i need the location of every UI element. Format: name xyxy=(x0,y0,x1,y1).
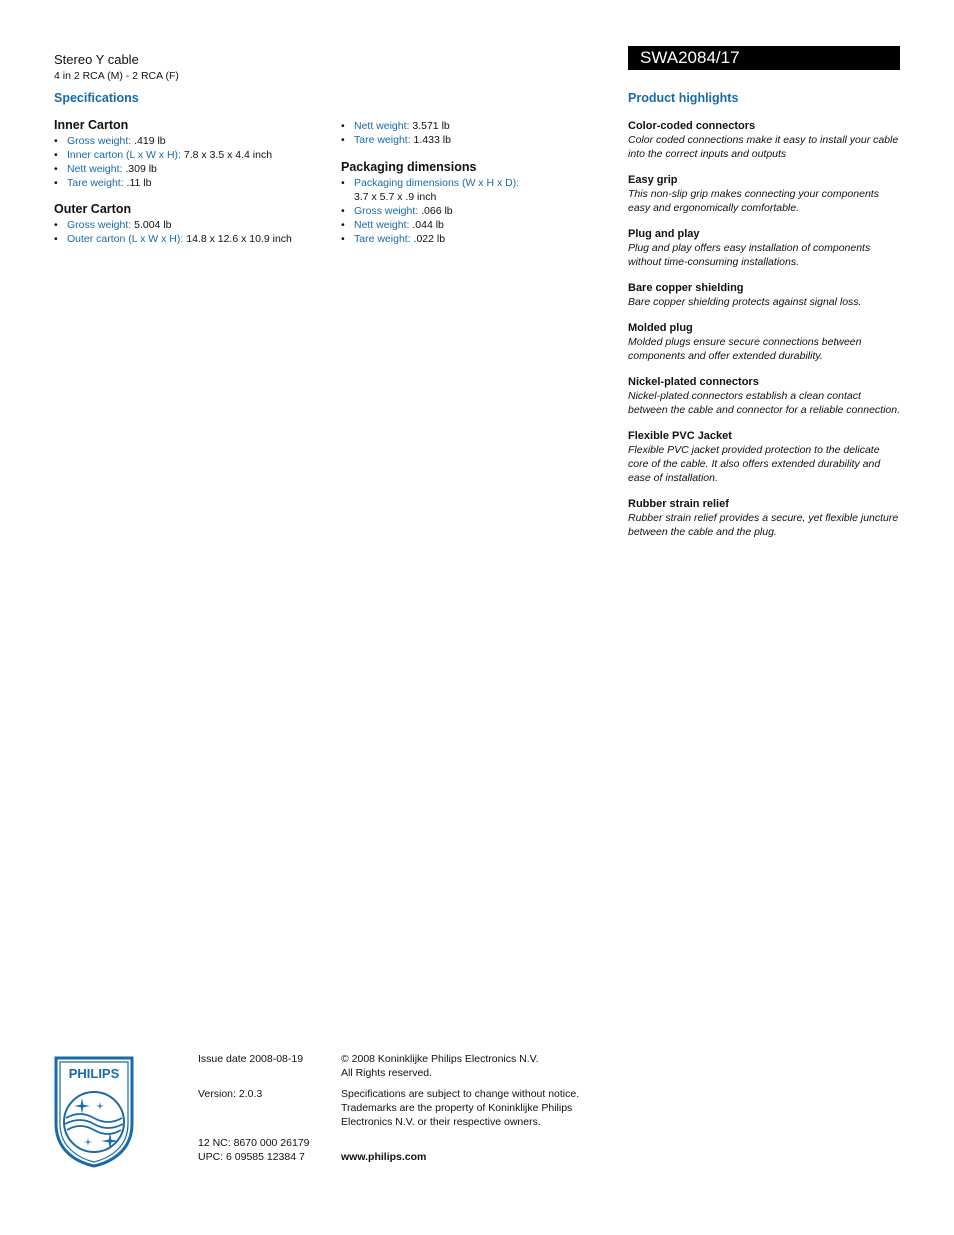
spec-label: Tare weight: xyxy=(67,177,124,189)
spec-label: Gross weight: xyxy=(67,219,132,231)
notice-line-1: Specifications are subject to change without notice. xyxy=(341,1088,580,1100)
spec-item xyxy=(54,218,334,232)
highlight-item xyxy=(628,119,902,161)
spec-value: 1.433 lb xyxy=(413,134,451,146)
spec-value: .419 lb xyxy=(134,135,166,147)
version: Version: 2.0.3 xyxy=(198,1088,263,1100)
spec-value: 7.8 x 3.5 x 4.4 inch xyxy=(183,149,273,161)
specifications-heading: Specifications xyxy=(54,91,139,105)
highlights-list xyxy=(628,119,902,551)
spec-label: Inner carton (L x W x H): xyxy=(67,149,181,161)
highlight-title: Plug and play xyxy=(628,228,700,240)
highlight-description: Plug and play offers easy installation of components without time-consuming installations. xyxy=(628,242,871,268)
logo-wordmark: PHILIPS xyxy=(68,1066,120,1081)
spec-label: Nett weight: xyxy=(354,120,410,132)
spec-item xyxy=(54,134,334,148)
spec-label: Nett weight: xyxy=(67,163,123,175)
rights-reserved: All Rights reserved. xyxy=(341,1067,433,1079)
spec-value: 5.004 lb xyxy=(134,219,172,231)
outer-carton-title: Outer Carton xyxy=(54,202,132,216)
packaging-title: Packaging dimensions xyxy=(341,160,477,174)
highlight-description: Flexible PVC jacket provided protection to the delicate core of the cable. It also offers extended durability and ease of installation. xyxy=(628,444,881,484)
spec-item xyxy=(54,232,334,246)
spec-label: Tare weight: xyxy=(354,134,411,146)
spec-item xyxy=(341,218,611,232)
spec-item xyxy=(341,204,611,218)
highlight-item xyxy=(628,497,902,539)
copyright: © 2008 Koninklijke Philips Electronics N.V. xyxy=(341,1053,539,1065)
spec-item xyxy=(54,162,334,176)
highlight-description: Rubber strain relief provides a secure, yet flexible juncture between the cable and the plug. xyxy=(628,512,899,538)
spec-item xyxy=(341,119,611,133)
spec-value: 3.7 x 5.7 x .9 inch xyxy=(354,191,437,203)
upc-number: UPC: 6 09585 12384 7 xyxy=(198,1151,305,1163)
spec-label: Gross weight: xyxy=(354,205,419,217)
highlight-item xyxy=(628,227,902,269)
highlights-heading: Product highlights xyxy=(628,91,739,105)
highlight-title: Nickel-plated connectors xyxy=(628,376,759,388)
product-title: Stereo Y cable xyxy=(54,52,139,67)
highlight-description: Molded plugs ensure secure connections between components and offer extended durability. xyxy=(628,336,862,362)
spec-item xyxy=(341,176,611,204)
notice-line-2: Trademarks are the property of Koninklijke Philips xyxy=(341,1102,573,1114)
inner-carton-list xyxy=(54,134,334,190)
product-subtitle: 4 in 2 RCA (M) - 2 RCA (F) xyxy=(54,70,179,82)
spec-item xyxy=(54,148,334,162)
spec-value: .044 lb xyxy=(412,219,444,231)
spec-value: .309 lb xyxy=(125,163,157,175)
highlight-description: Bare copper shielding protects against signal loss. xyxy=(628,296,862,308)
spec-item xyxy=(341,232,611,246)
highlight-description: Nickel-plated connectors establish a clean contact between the cable and connector for a reliable connection. xyxy=(628,390,901,416)
spec-label: Packaging dimensions (W x H x D): xyxy=(354,177,520,189)
model-title-bar xyxy=(628,46,900,70)
highlight-item xyxy=(628,429,902,485)
model-number: SWA2084/17 xyxy=(640,48,740,67)
highlight-title: Flexible PVC Jacket xyxy=(628,430,732,442)
packaging-list xyxy=(341,176,611,246)
spec-value: .022 lb xyxy=(413,233,446,245)
highlight-title: Rubber strain relief xyxy=(628,498,729,510)
notice-line-3: Electronics N.V. or their respective owners. xyxy=(341,1116,541,1128)
spec-label: Outer carton (L x W x H): xyxy=(67,233,184,245)
spec-label: Gross weight: xyxy=(67,135,132,147)
inner-carton-title: Inner Carton xyxy=(54,118,129,132)
highlight-title: Bare copper shielding xyxy=(628,282,744,294)
highlight-description: This non-slip grip makes connecting your components easy and ergonomically comfortable. xyxy=(628,188,879,214)
highlight-title: Easy grip xyxy=(628,174,678,186)
spec-item xyxy=(54,176,334,190)
outer-carton-list-continued xyxy=(341,119,611,147)
highlight-item xyxy=(628,173,902,215)
highlight-title: Molded plug xyxy=(628,322,693,334)
spec-item xyxy=(341,133,611,147)
spec-value: 14.8 x 12.6 x 10.9 inch xyxy=(186,233,292,245)
issue-date: Issue date 2008-08-19 xyxy=(198,1053,304,1065)
spec-column-middle xyxy=(341,119,611,258)
highlight-item xyxy=(628,321,902,363)
nc-number: 12 NC: 8670 000 26179 xyxy=(198,1137,310,1149)
highlight-description: Color coded connections make it easy to install your cable into the correct inputs and outputs xyxy=(628,134,899,160)
website-link[interactable]: www.philips.com xyxy=(341,1151,427,1163)
spec-column-left xyxy=(54,118,334,258)
spec-label: Nett weight: xyxy=(354,219,410,231)
spec-label: Tare weight: xyxy=(354,233,411,245)
spec-value: .066 lb xyxy=(421,205,453,217)
highlight-item xyxy=(628,281,902,309)
highlight-item xyxy=(628,375,902,417)
spec-value: .11 lb xyxy=(126,177,152,189)
outer-carton-list xyxy=(54,218,334,246)
philips-shield-logo xyxy=(52,1054,136,1168)
spec-value: 3.571 lb xyxy=(412,120,450,132)
highlight-title: Color-coded connectors xyxy=(628,120,756,132)
